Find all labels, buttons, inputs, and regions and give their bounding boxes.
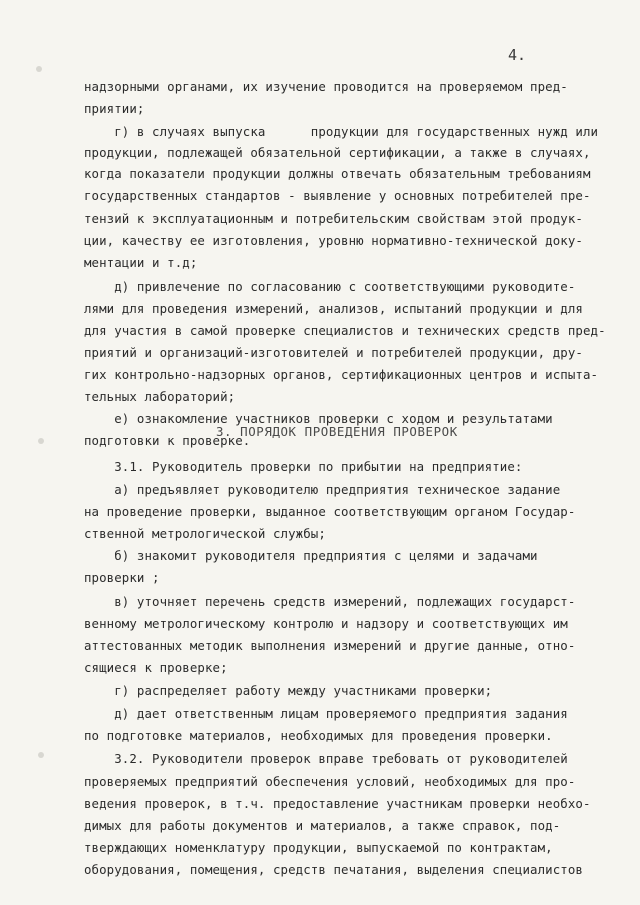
text-line: тельных лабораторий;: [84, 389, 236, 404]
text-line: б) знакомит руководителя предприятия с целями и задачами: [84, 548, 538, 563]
text-line: е) ознакомление участников проверки с ходом и результатами: [84, 411, 553, 426]
text-line: сящиеся к проверке;: [84, 660, 228, 675]
text-line: д) привлечение по согласованию с соответствующими руководите-: [84, 279, 576, 294]
text-line: для участия в самой проверке специалистов и технических средств пред-: [84, 323, 606, 338]
text-line: подготовки к проверке.: [84, 433, 251, 448]
text-line: на проведение проверки, выданное соответствующим органом Государ-: [84, 504, 576, 519]
text-line: 3.1. Руководитель проверки по прибытии на предприятие:: [84, 459, 523, 474]
text-line: 3.2. Руководители проверок вправе требовать от руководителей: [84, 751, 568, 766]
text-line: ментации и т.д;: [84, 255, 198, 270]
text-line: проверки ;: [84, 570, 160, 585]
section-heading: 3. ПОРЯДОК ПРОВЕДЕНИЯ ПРОВЕРОК: [216, 424, 458, 439]
text-line: по подготовке материалов, необходимых для проведения проверки.: [84, 728, 553, 743]
text-line: ведения проверок, в т.ч. предоставление участникам проверки необхо-: [84, 796, 591, 811]
text-line: тензий к эксплуатационным и потребительским свойствам этой продук-: [84, 211, 583, 226]
punch-hole-mark: [38, 438, 44, 444]
text-line: г) распределяет работу между участниками проверки;: [84, 683, 493, 698]
text-line: венному метрологическому контролю и надзору и соответствующих им: [84, 616, 568, 631]
text-line: г) в случаях выпуска продукции для государственных нужд или: [84, 124, 599, 139]
text-line: ственной метрологической службы;: [84, 526, 326, 541]
text-line: д) дает ответственным лицам проверяемого предприятия задания: [84, 706, 568, 721]
text-line: тверждающих номенклатуру продукции, выпускаемой по контрактам,: [84, 840, 553, 855]
text-line: а) предъявляет руководителю предприятия техническое задание: [84, 482, 561, 497]
page-number: 4.: [508, 46, 527, 64]
text-line: когда показатели продукции должны отвечать обязательным требованиям: [84, 166, 591, 181]
punch-hole-mark: [38, 752, 44, 758]
text-line: оборудования, помещения, средств печатания, выделения специалистов: [84, 862, 583, 877]
text-line: аттестованных методик выполнения измерений и другие данные, отно-: [84, 638, 576, 653]
text-line: приятии;: [84, 101, 145, 116]
text-line: в) уточняет перечень средств измерений, подлежащих государст-: [84, 594, 576, 609]
punch-hole-mark: [36, 66, 42, 72]
text-line: государственных стандартов - выявление у основных потребителей пре-: [84, 188, 591, 203]
text-line: проверяемых предприятий обеспечения условий, необходимых для про-: [84, 774, 576, 789]
text-line: продукции, подлежащей обязательной сертификации, а также в случаях,: [84, 145, 591, 160]
text-line: надзорными органами, их изучение проводится на проверяемом пред-: [84, 79, 568, 94]
text-line: димых для работы документов и материалов, а также справок, под-: [84, 818, 561, 833]
text-line: лями для проведения измерений, анализов, испытаний продукции и для: [84, 301, 583, 316]
text-line: гих контрольно-надзорных органов, сертификационных центров и испыта-: [84, 367, 599, 382]
text-line: ции, качеству ее изготовления, уровню нормативно-технической доку-: [84, 233, 583, 248]
text-line: приятий и организаций-изготовителей и потребителей продукции, дру-: [84, 345, 583, 360]
